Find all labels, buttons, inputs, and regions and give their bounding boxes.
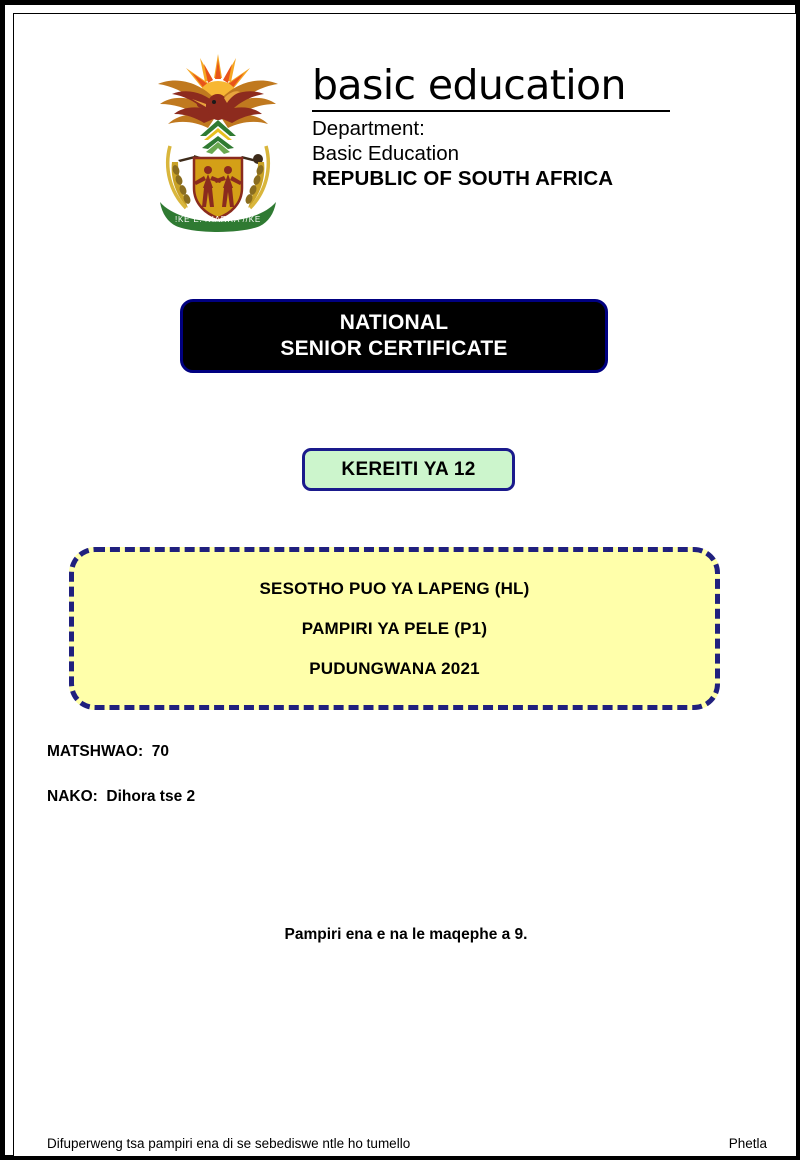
footer-copyright-note: Difuperweng tsa pampiri ena di se sebediswe ntle ho tumello: [47, 1136, 411, 1151]
page-footer: [47, 1136, 767, 1151]
wordmark-title: basic education: [312, 61, 626, 109]
certificate-line-1: NATIONAL: [339, 310, 449, 334]
page-inner-border: [13, 13, 797, 1157]
department-line-1: Department:: [312, 117, 425, 141]
exam-session: PUDUNGWANA 2021: [309, 658, 480, 678]
paper-number: PAMPIRI YA PELE (P1): [301, 618, 488, 638]
department-line-2: Basic Education: [312, 142, 460, 166]
coat-of-arms-motto: !KE E: /XARRA //KE: [175, 215, 261, 224]
marks-row: MATSHWAO: 70: [47, 743, 169, 760]
basic-education-wordmark: [312, 42, 670, 191]
department-line-3: REPUBLIC OF SOUTH AFRICA: [312, 167, 614, 191]
certificate-line-2: SENIOR CERTIFICATE: [280, 337, 508, 360]
national-senior-certificate-banner: [180, 299, 608, 373]
document-header: [14, 42, 798, 232]
subject-name: SESOTHO PUO YA LAPENG (HL): [259, 578, 530, 598]
wordmark-divider: [312, 110, 670, 112]
subject-banner: [69, 547, 720, 710]
page-content: [14, 14, 798, 1158]
grade-label: KEREITI YA 12: [341, 458, 476, 480]
time-row: NAKO: Dihora tse 2: [47, 788, 196, 805]
south-african-coat-of-arms-icon: [142, 42, 294, 232]
footer-divider: [47, 1119, 767, 1120]
footer-turn-over: Phetla: [728, 1136, 767, 1151]
page-count-note: Pampiri ena e na le maqephe a 9.: [284, 926, 528, 943]
exam-meta: [47, 743, 547, 833]
grade-banner: [302, 448, 515, 491]
